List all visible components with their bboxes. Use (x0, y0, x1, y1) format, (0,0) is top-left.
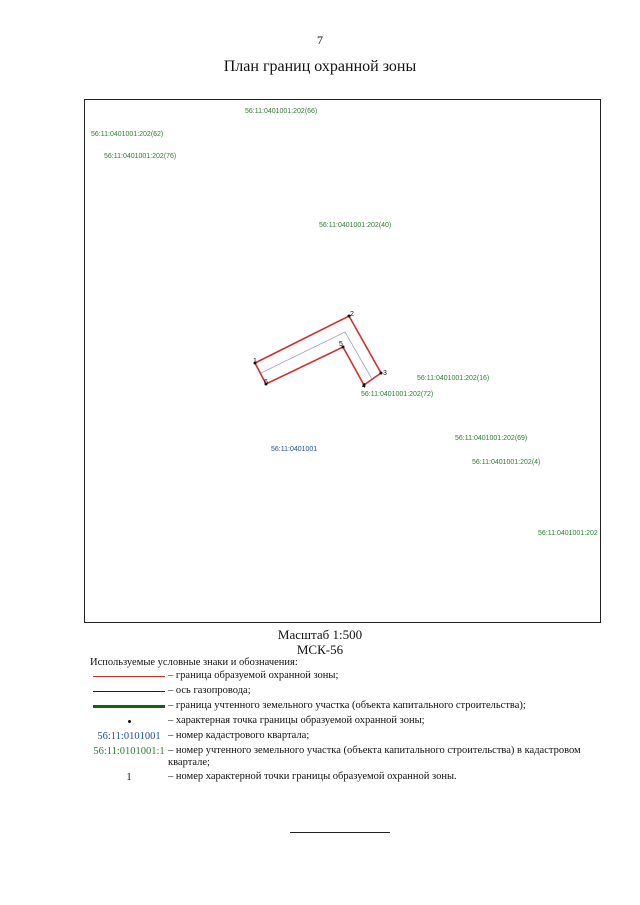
page-title: План границ охранной зоны (223, 58, 417, 75)
legend-heading: Используемые условные знаки и обозначения: (90, 657, 298, 668)
legend-symbol-black-line (90, 685, 168, 698)
parcel-label: 56:11:0401001:202(76) (104, 153, 177, 160)
scale-text: Масштаб 1:500 (277, 627, 363, 642)
scale-block (0, 627, 640, 657)
map-frame (84, 99, 601, 623)
legend-symbol-red-line (90, 670, 168, 683)
footer-divider (290, 832, 390, 833)
legend-item (90, 685, 610, 698)
legend-item (90, 715, 610, 728)
legend-symbol-point (90, 715, 168, 728)
point-number-4: 4 (362, 383, 366, 390)
legend-item (90, 745, 610, 769)
coordinate-system: МСК-56 (296, 642, 344, 657)
legend-text: – граница учтенного земельного участка (объекта капитального строительства); (168, 700, 526, 711)
point-number-2: 2 (350, 311, 354, 318)
cadastral-quarter-label: 56:11:0401001 (271, 446, 318, 453)
protection-zone-boundary (255, 316, 381, 385)
parcel-label: 56:11:0401001:202(72) (361, 391, 434, 398)
legend-item (90, 700, 610, 713)
legend-symbol-point-number: 1 (126, 772, 132, 783)
parcel-label: 56:11:0401001:202(62) (91, 131, 164, 138)
point-number-1: 1 (253, 358, 257, 365)
legend-text: – ось газопровода; (168, 685, 251, 696)
legend-item (90, 771, 610, 784)
parcel-label: 56:11:0401001:202(16) (417, 375, 490, 382)
legend-symbol-green-line (90, 700, 168, 713)
parcel-label: 56:11:0401001:202(66) (245, 108, 318, 115)
parcel-label: 56:11:0401001:202(4) (472, 459, 541, 466)
legend-item (90, 670, 610, 683)
point-number-5: 5 (339, 341, 343, 348)
legend-text: – граница образуемой охранной зоны; (168, 670, 339, 681)
legend-text: – номер учтенного земельного участка (объекта капитального строительства) в кадастровом квартале; (168, 745, 581, 768)
legend-text: – номер кадастрового квартала; (168, 730, 310, 741)
parcel-label: 56:11:0401001:202 (538, 530, 598, 537)
legend-text: – номер характерной точки границы образуемой охранной зоны. (168, 771, 457, 782)
map-drawing (85, 100, 600, 622)
point-number-6: 6 (264, 379, 268, 386)
legend-symbol-quarter-number: 56:11:0101001 (97, 731, 161, 742)
parcel-label: 56:11:0401001:202(69) (455, 435, 528, 442)
point-number-3: 3 (383, 370, 387, 377)
legend-text: – характерная точка границы образуемой охранной зоны; (168, 715, 425, 726)
parcel-label: 56:11:0401001:202(40) (319, 222, 392, 229)
page-number: 7 (317, 33, 323, 47)
legend-symbol-parcel-number: 56:11:0101001:1 (93, 746, 165, 757)
legend (90, 657, 610, 786)
pipeline-axis (261, 332, 372, 379)
legend-item (90, 730, 610, 743)
